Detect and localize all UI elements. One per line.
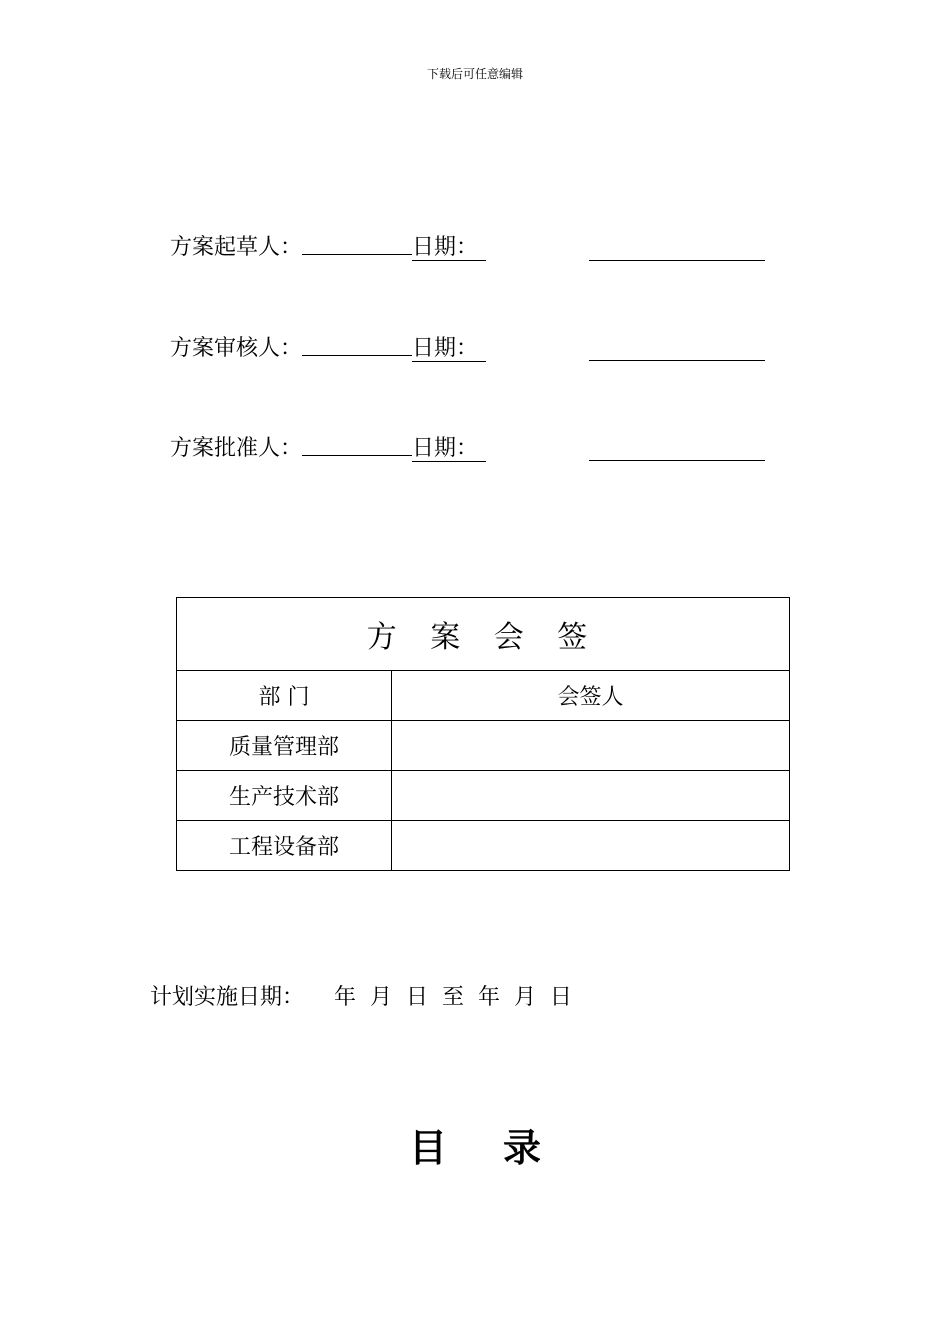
signature-row-approver [170, 431, 486, 467]
toc-title-char-2: 录 [503, 1125, 542, 1170]
table-title: 方 案 会 签 [177, 598, 790, 671]
approver-label: 方案批准人： [170, 436, 303, 461]
toc-title [0, 1120, 950, 1176]
signer-cell[interactable] [392, 771, 790, 821]
reviewer-signature-line[interactable] [302, 331, 412, 356]
planned-date [150, 980, 572, 1016]
header-dept: 部 门 [177, 671, 392, 721]
page-header: 下载后可任意编辑 [426, 67, 523, 81]
table-row [177, 771, 790, 821]
approver-date-line[interactable] [589, 460, 765, 461]
header-signer: 会签人 [392, 671, 790, 721]
drafter-date-label: 日期： [412, 236, 486, 261]
reviewer-date-line[interactable] [589, 360, 765, 361]
drafter-date-line[interactable] [589, 260, 765, 261]
dept-cell: 生产技术部 [177, 771, 392, 821]
table-row [177, 821, 790, 871]
drafter-label: 方案起草人： [170, 235, 303, 260]
signature-row-drafter [170, 230, 486, 266]
toc-title-char-1: 目 [408, 1125, 447, 1170]
reviewer-date-label: 日期： [412, 337, 486, 362]
planned-date-range: 年 月 日 至 年 月 日 [334, 985, 572, 1010]
approver-date-label: 日期： [412, 437, 486, 462]
drafter-signature-line[interactable] [302, 230, 412, 255]
dept-cell: 质量管理部 [177, 721, 392, 771]
reviewer-label: 方案审核人： [170, 336, 303, 361]
planned-date-label: 计划实施日期： [150, 985, 305, 1010]
approver-signature-line[interactable] [302, 431, 412, 456]
signature-row-reviewer [170, 331, 486, 367]
signer-cell[interactable] [392, 721, 790, 771]
signer-cell[interactable] [392, 821, 790, 871]
countersign-table [176, 597, 790, 871]
table-row [177, 721, 790, 771]
dept-cell: 工程设备部 [177, 821, 392, 871]
